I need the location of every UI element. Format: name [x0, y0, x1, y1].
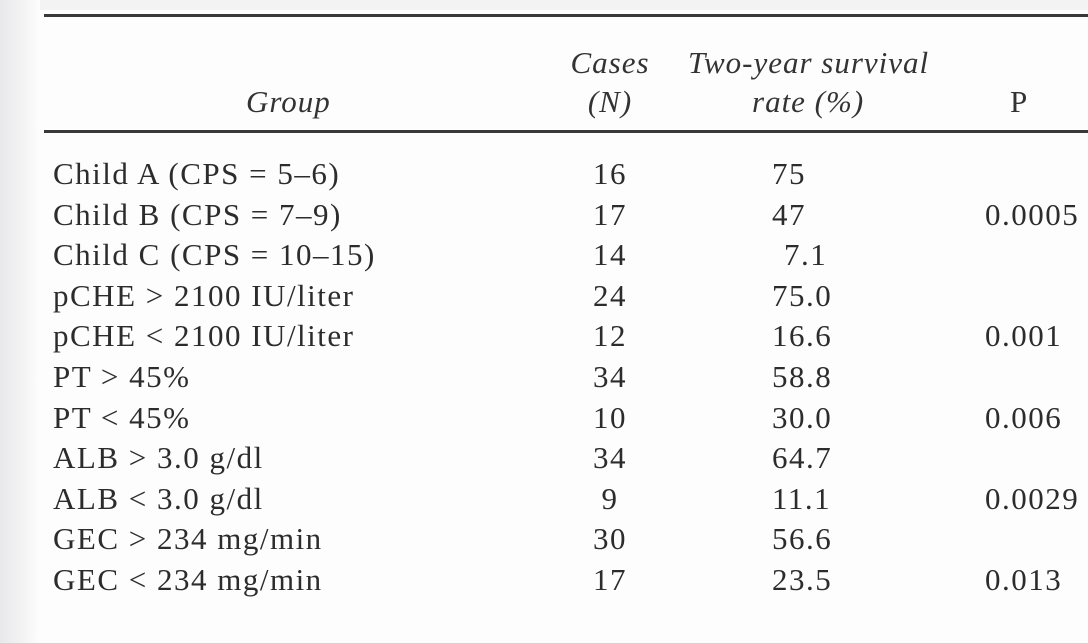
- cell-cases: 17: [593, 196, 627, 232]
- cell-rate: 16.6: [772, 318, 833, 354]
- cell-cases: 9: [601, 480, 619, 516]
- table-header-rule: [44, 130, 1088, 133]
- cell-rate: 64.7: [772, 440, 833, 476]
- header-group: Group: [246, 84, 331, 119]
- table-row: [0, 479, 1088, 520]
- cell-p: 0.0005: [985, 196, 1080, 232]
- cell-group: PT > 45%: [53, 358, 191, 394]
- cell-group: PT < 45%: [53, 399, 191, 435]
- cell-cases: 17: [593, 561, 627, 597]
- cell-rate: 23.5: [772, 561, 833, 597]
- table-body: [0, 154, 1088, 601]
- header-survival-unit: rate (%): [752, 84, 865, 119]
- table-row: [0, 398, 1088, 439]
- cell-rate: 75: [772, 156, 806, 191]
- cell-p: 0.006: [985, 399, 1063, 435]
- header-p: P: [1010, 84, 1029, 119]
- cell-cases: 14: [593, 237, 627, 273]
- cell-rate: 75.0: [772, 277, 833, 313]
- cell-group: ALB < 3.0 g/dl: [53, 480, 264, 516]
- table-row: [0, 438, 1088, 479]
- cell-cases: 30: [593, 521, 627, 557]
- table-top-rule: [44, 14, 1088, 17]
- header-cases-unit: (N): [587, 84, 633, 119]
- cell-cases: 16: [593, 156, 627, 191]
- cell-group: GEC > 234 mg/min: [53, 521, 323, 557]
- table-row: [0, 235, 1088, 276]
- cell-p: 0.0029: [985, 480, 1080, 516]
- cell-group: Child A (CPS = 5–6): [53, 156, 341, 191]
- cell-group: ALB > 3.0 g/dl: [53, 440, 264, 476]
- cell-group: pCHE > 2100 IU/liter: [53, 277, 355, 313]
- cell-group: Child B (CPS = 7–9): [53, 196, 342, 232]
- cell-group: GEC < 234 mg/min: [53, 561, 323, 597]
- cell-rate: 30.0: [772, 399, 833, 435]
- cell-rate: 11.1: [772, 480, 832, 516]
- table-row: [0, 276, 1088, 317]
- cell-rate: 58.8: [772, 358, 833, 394]
- scan-top-band: [0, 0, 1088, 10]
- header-cases: Cases: [570, 45, 650, 80]
- table-row: [0, 560, 1088, 601]
- table-row: [0, 357, 1088, 398]
- cell-cases: 34: [593, 358, 627, 394]
- cell-cases: 12: [593, 318, 627, 354]
- cell-cases: 10: [593, 399, 627, 435]
- table-row: [0, 195, 1088, 236]
- cell-group: pCHE < 2100 IU/liter: [53, 318, 355, 354]
- cell-group: Child C (CPS = 10–15): [53, 237, 376, 273]
- cell-cases: 34: [593, 440, 627, 476]
- table-row: [0, 154, 1088, 195]
- cell-p: 0.013: [985, 561, 1063, 597]
- cell-rate: 7.1: [784, 237, 828, 273]
- table-row: [0, 519, 1088, 560]
- table-row: [0, 316, 1088, 357]
- header-survival: Two-year survival: [688, 45, 930, 80]
- cell-cases: 24: [593, 277, 627, 313]
- cell-rate: 56.6: [772, 521, 833, 557]
- cell-p: 0.001: [985, 318, 1063, 354]
- cell-rate: 47: [772, 196, 806, 232]
